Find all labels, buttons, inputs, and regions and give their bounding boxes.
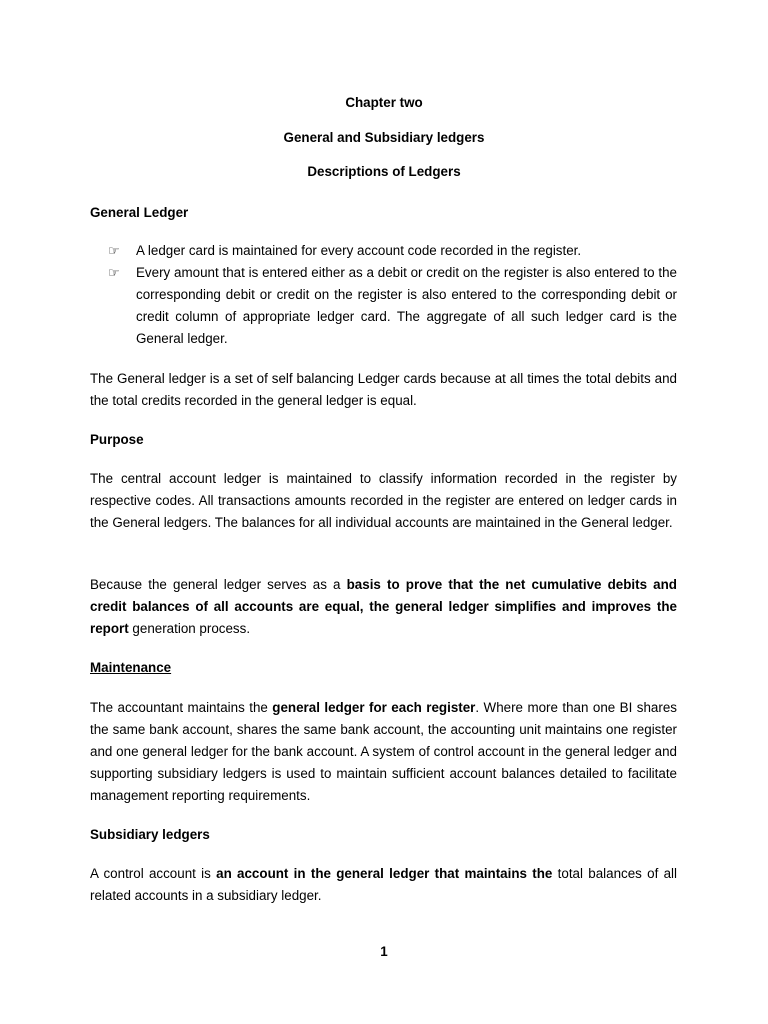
purpose-paragraph-1: The central account ledger is maintained to classify information recorded in the register by respective codes. All transactions amounts recorded in the register are entered on ledger cards in the General ledgers. The balances for all individual accounts are maintained in the General ledger.	[90, 471, 677, 530]
text-run: generation process.	[128, 621, 251, 636]
list-item	[108, 262, 677, 350]
pointing-hand-icon: ☞	[108, 265, 120, 280]
document-subtitle: Descriptions of Ledgers	[307, 164, 461, 179]
text-run: . Where more than one BI shares the same bank account, shares the same bank account, the accounting unit maintains one register and one general ledger for the bank account. A system of control account in the general ledger and supporting subsidiary ledgers is used to maintain sufficient account balances detailed to facilitate management reporting requirements.	[90, 700, 677, 803]
subsidiary-paragraph	[90, 863, 677, 907]
subsidiary-heading: Subsidiary ledgers	[90, 827, 210, 842]
general-ledger-heading: General Ledger	[90, 205, 189, 220]
bullet-text: A ledger card is maintained for every account code recorded in the register.	[136, 243, 582, 258]
text-run: Because the general ledger serves as a	[90, 577, 347, 592]
page-number: 1	[380, 944, 388, 959]
document-title: General and Subsidiary ledgers	[283, 130, 485, 145]
text-run: The accountant maintains the	[90, 700, 273, 715]
bold-text-run: an account in the general ledger that maintains the	[216, 866, 553, 881]
list-item	[108, 240, 677, 262]
chapter-label: Chapter two	[345, 95, 423, 110]
general-ledger-paragraph: The General ledger is a set of self balancing Ledger cards because at all times the total debits and the total credits recorded in the general ledger is equal.	[90, 371, 677, 408]
bold-text-run: basis to prove that the net cumulative debits and credit balances of all accounts are equal, the general ledger simplifies and improves the report	[90, 577, 677, 636]
bold-text-run: general ledger for each register	[272, 700, 476, 715]
maintenance-heading: Maintenance	[90, 660, 172, 675]
general-ledger-bullet-list	[108, 240, 677, 350]
purpose-paragraph-2	[90, 574, 677, 640]
text-run: A control account is	[90, 866, 217, 881]
pointing-hand-icon: ☞	[108, 243, 120, 258]
text-run: total balances of all related accounts in a subsidiary ledger.	[90, 866, 677, 903]
maintenance-paragraph	[90, 697, 677, 807]
bullet-text: Every amount that is entered either as a debit or credit on the register is also entered to the corresponding debit or credit on the register is also entered to the corresponding debit or credit column of appropriate ledger card. The aggregate of all such ledger card is the General ledger.	[136, 265, 677, 346]
purpose-heading: Purpose	[90, 432, 144, 447]
